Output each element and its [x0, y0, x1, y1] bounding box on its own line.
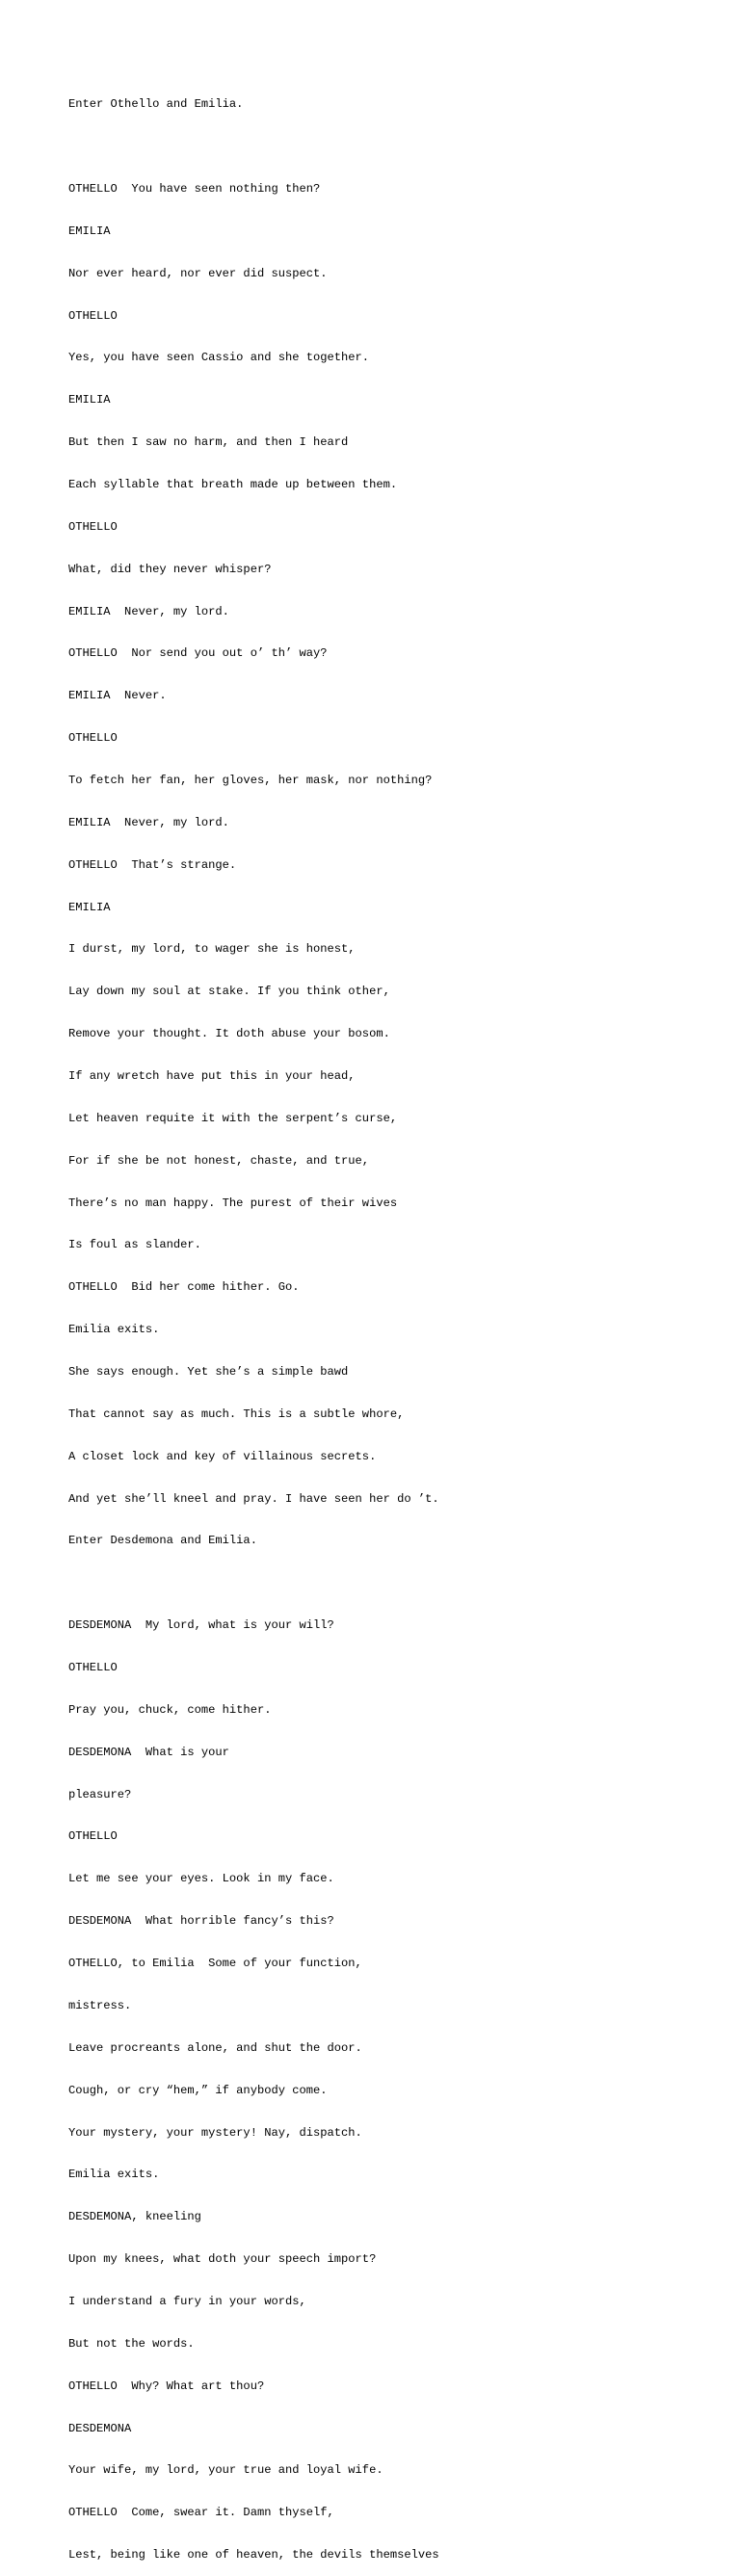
speaker-name: OTHELLO	[68, 731, 118, 746]
dialogue-line: Let heaven requite it with the serpent’s curse,	[68, 1111, 398, 1125]
dialogue-line: EMILIA Never.	[68, 689, 167, 703]
dialogue-line: To fetch her fan, her gloves, her mask, nor nothing?	[68, 774, 433, 787]
dialogue-line: I understand a fury in your words,	[68, 2294, 306, 2308]
dialogue-line: Your mystery, your mystery! Nay, dispatch.	[68, 2125, 362, 2140]
dialogue-line: But not the words.	[68, 2336, 195, 2351]
dialogue-line: OTHELLO Bid her come hither. Go.	[68, 1280, 300, 1295]
dialogue-line: I durst, my lord, to wager she is honest,	[68, 942, 356, 957]
dialogue-line: OTHELLO That’s strange.	[68, 857, 237, 872]
dialogue-line: Let me see your eyes. Look in my face.	[68, 1872, 334, 1886]
dialogue-line: Each syllable that breath made up between them.	[68, 477, 398, 491]
dialogue-line: A closet lock and key of villainous secrets.	[68, 1449, 377, 1463]
speaker-name: EMILIA	[68, 900, 111, 914]
speaker-name: OTHELLO	[68, 519, 118, 534]
dialogue-line: pleasure?	[68, 1787, 132, 1801]
dialogue-line: Lay down my soul at stake. If you think other,	[68, 985, 390, 999]
dialogue-line: Lest, being like one of heaven, the devils themselves	[68, 2548, 439, 2563]
dialogue-line: Pray you, chuck, come hither.	[68, 1702, 272, 1717]
speaker-name: OTHELLO	[68, 1829, 118, 1844]
dialogue-line: And yet she’ll kneel and pray. I have seen her do ’t.	[68, 1491, 439, 1506]
dialogue-line: Yes, you have seen Cassio and she together.	[68, 351, 370, 365]
dialogue-line: DESDEMONA What is your	[68, 1745, 229, 1759]
dialogue-line: But then I saw no harm, and then I heard	[68, 435, 349, 450]
speaker-name: OTHELLO	[68, 1661, 118, 1675]
dialogue-line: Is foul as slander.	[68, 1238, 201, 1252]
dialogue-line: There’s no man happy. The purest of their wives	[68, 1196, 398, 1210]
dialogue-line: Remove your thought. It doth abuse your bosom.	[68, 1027, 390, 1041]
dialogue-line: DESDEMONA What horrible fancy’s this?	[68, 1914, 334, 1929]
dialogue-line: If any wretch have put this in your head,	[68, 1069, 356, 1084]
dialogue-line: OTHELLO, to Emilia Some of your function,	[68, 1957, 362, 1971]
dialogue-line: For if she be not honest, chaste, and true,	[68, 1153, 370, 1168]
script-page	[68, 69, 733, 2576]
dialogue-line: EMILIA Never, my lord.	[68, 604, 229, 618]
dialogue-line: What, did they never whisper?	[68, 562, 272, 576]
dialogue-line: Your wife, my lord, your true and loyal wife.	[68, 2463, 383, 2478]
dialogue-line: OTHELLO Nor send you out o’ th’ way?	[68, 646, 328, 661]
dialogue-line: OTHELLO Why? What art thou?	[68, 2379, 265, 2393]
stage-direction: Enter Othello and Emilia.	[68, 97, 244, 112]
dialogue-line: Cough, or cry “hem,” if anybody come.	[68, 2083, 328, 2097]
speaker-name: EMILIA	[68, 393, 111, 407]
speaker-name: OTHELLO	[68, 308, 118, 323]
dialogue-line: Upon my knees, what doth your speech import?	[68, 2252, 377, 2267]
speaker-name: EMILIA	[68, 223, 111, 238]
dialogue-line: mistress.	[68, 1998, 132, 2012]
blank-line	[68, 140, 733, 154]
speaker-name: DESDEMONA	[68, 2421, 132, 2435]
dialogue-line: OTHELLO Come, swear it. Damn thyself,	[68, 2506, 334, 2520]
dialogue-line: Nor ever heard, nor ever did suspect.	[68, 266, 328, 280]
stage-direction: Emilia exits.	[68, 1323, 160, 1337]
stage-direction: Emilia exits.	[68, 2168, 160, 2182]
dialogue-line: EMILIA Never, my lord.	[68, 815, 229, 829]
dialogue-line: That cannot say as much. This is a subtle whore,	[68, 1406, 405, 1421]
blank-line	[68, 1576, 733, 1590]
dialogue-line: DESDEMONA My lord, what is your will?	[68, 1618, 334, 1633]
stage-direction: Enter Desdemona and Emilia.	[68, 1534, 257, 1548]
dialogue-line: Leave procreants alone, and shut the door.	[68, 2040, 362, 2055]
speaker-name: DESDEMONA, kneeling	[68, 2210, 201, 2224]
dialogue-line: OTHELLO You have seen nothing then?	[68, 181, 321, 196]
dialogue-line: She says enough. Yet she’s a simple bawd	[68, 1365, 349, 1380]
